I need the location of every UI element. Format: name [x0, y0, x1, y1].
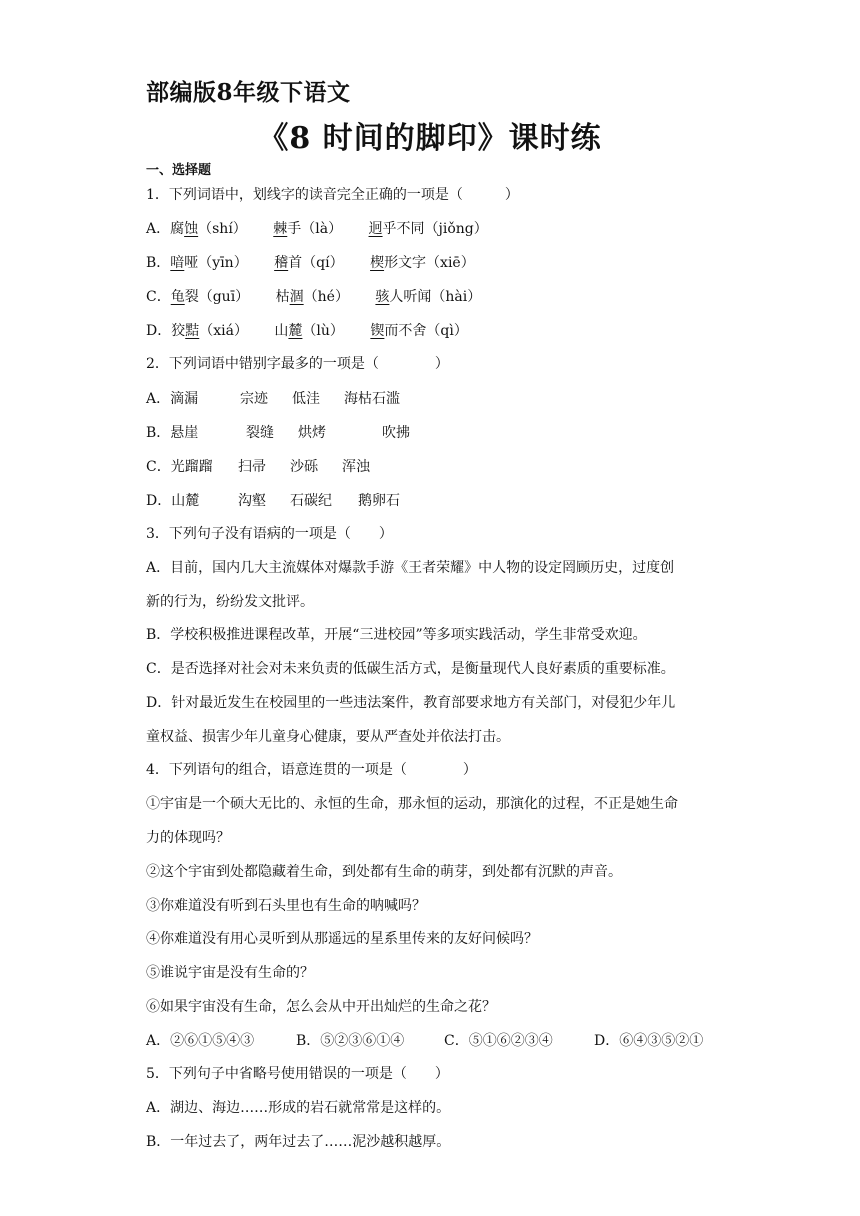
q1-b-t3: 形文字（xiē） — [384, 255, 475, 271]
q1-b-u2: 稽 — [274, 255, 289, 271]
q1-d-u1: 黠 — [185, 323, 200, 339]
q2-d-w1: 沟壑 — [238, 493, 266, 509]
q3-stem: 3．下列句子没有语病的一项是（ ） — [146, 526, 393, 542]
q2-d-w3: 鹅卵石 — [358, 493, 400, 509]
q1-c-u1: 龟 — [170, 289, 185, 305]
q1-option-a — [146, 219, 488, 239]
q2-b-w1: 裂缝 — [246, 425, 274, 441]
q1-b-prefix: B． — [146, 255, 171, 271]
q1-a-t1: （shí） — [198, 221, 247, 237]
q5-stem: 5．下列句子中省略号使用错误的一项是（ ） — [146, 1066, 449, 1082]
q4-sentence-3: ③你难道没有听到石头里也有生命的呐喊吗？ — [146, 898, 426, 914]
q4-sentence-4: ④你难道没有用心灵听到从那遥远的星系里传来的友好问候吗？ — [146, 931, 538, 947]
q1-c-t1: 裂（guī） — [184, 289, 250, 305]
q4-option-b: B．⑤②③⑥①④ — [296, 1033, 405, 1049]
q4-stem: 4．下列语句的组合，语意连贯的一项是（ ） — [146, 762, 477, 778]
q2-b-w3: 吹拂 — [382, 425, 410, 441]
q1-d-b2: 山 — [274, 323, 289, 339]
q4-sentence-6: ⑥如果宇宙没有生命，怎么会从中开出灿烂的生命之花？ — [146, 999, 496, 1015]
q3-option-c: C．是否选择对社会对未来负责的低碳生活方式，是衡量现代人良好素质的重要标准。 — [146, 661, 675, 677]
q4-sentence-5: ⑤谁说宇宙是没有生命的？ — [146, 965, 314, 981]
q2-option-c — [146, 457, 370, 477]
q5-option-b: B．一年过去了，两年过去了……泥沙越积越厚。 — [146, 1134, 451, 1150]
q2-a-w2: 低洼 — [292, 391, 320, 407]
q1-a-u1: 蚀 — [184, 221, 199, 237]
q1-a-u2: 棘 — [273, 221, 288, 237]
q4-option-a: A．②⑥①⑤④③ — [146, 1033, 255, 1049]
q1-b-t2: 首（qí） — [288, 255, 344, 271]
q1-a-t3: 乎不同（jiǒng） — [382, 221, 488, 237]
q1-b-t1: 哑（yīn） — [184, 255, 248, 271]
q1-c-prefix: C． — [146, 289, 171, 305]
q2-a-w1: 宗迹 — [240, 391, 268, 407]
q2-c-w3: 浑浊 — [342, 459, 370, 475]
book-heading: 部编版8年级下语文 — [146, 79, 351, 106]
q2-d-w0: D．山麓 — [146, 493, 200, 509]
q1-d-t2: （lù） — [302, 323, 344, 339]
q2-b-w0: B．悬崖 — [146, 425, 199, 441]
q3-option-a-line1: A．目前，国内几大主流媒体对爆款手游《王者荣耀》中人物的设定罔顾历史，过度创 — [146, 560, 675, 576]
q3-option-a-line2: 新的行为，纷纷发文批评。 — [146, 594, 314, 610]
q1-a-u3: 迥 — [368, 221, 383, 237]
q1-a-prefix: A．腐 — [146, 221, 185, 237]
q4-sentence-1-line1: ①宇宙是一个硕大无比的、永恒的生命，那永恒的运动，那演化的过程，不正是她生命 — [146, 796, 678, 812]
q2-c-w0: C．光蹓蹓 — [146, 459, 213, 475]
q2-option-d — [146, 491, 400, 511]
q4-sentence-1-line2: 力的体现吗？ — [146, 830, 230, 846]
q2-c-w1: 扫帚 — [238, 459, 266, 475]
q2-a-w0: A．滴漏 — [146, 391, 199, 407]
q2-option-a — [146, 389, 400, 409]
q2-b-w2: 烘烤 — [298, 425, 326, 441]
q1-option-c — [146, 287, 481, 307]
q3-option-d-line1: D．针对最近发生在校园里的一些违法案件，教育部要求地方有关部门，对侵犯少年儿 — [146, 695, 676, 711]
q1-option-b — [146, 253, 475, 273]
q1-option-d — [146, 321, 468, 341]
q5-option-a: A．湖边、海边……形成的岩石就常常是这样的。 — [146, 1100, 451, 1116]
q1-d-u2: 麓 — [288, 323, 303, 339]
q1-c-t3: 人听闻（hài） — [389, 289, 482, 305]
q1-c-b2: 枯 — [275, 289, 290, 305]
q1-c-u3: 骇 — [375, 289, 390, 305]
q1-stem: 1．下列词语中，划线字的读音完全正确的一项是（ ） — [146, 187, 519, 203]
q4-sentence-2: ②这个宇宙到处都隐藏着生命，到处都有生命的萌芽，到处都有沉默的声音。 — [146, 864, 622, 880]
q3-option-b: B．学校积极推进课程改革，开展“三进校园”等多项实践活动，学生非常受欢迎。 — [146, 627, 647, 643]
q1-c-t2: （hé） — [303, 289, 349, 305]
q2-option-b — [146, 423, 410, 443]
section-heading: 一、选择题 — [146, 163, 212, 178]
q1-a-t2: 手（là） — [287, 221, 343, 237]
q4-options — [146, 1031, 703, 1051]
q1-c-u2: 涸 — [289, 289, 304, 305]
q2-d-w2: 石碳纪 — [290, 493, 332, 509]
q2-stem: 2．下列词语中错别字最多的一项是（ ） — [146, 356, 449, 372]
q4-option-d: D．⑥④③⑤②① — [594, 1033, 704, 1049]
q1-d-t3: 而不舍（qì） — [384, 323, 468, 339]
q1-d-t1: （xiá） — [199, 323, 248, 339]
q4-option-c: C．⑤①⑥②③④ — [444, 1033, 553, 1049]
q3-option-d-line2: 童权益、损害少年儿童身心健康，要从严查处并依法打击。 — [146, 729, 510, 745]
q2-c-w2: 沙砾 — [290, 459, 318, 475]
lesson-title: 《8 时间的脚印》课时练 — [258, 121, 602, 156]
q1-b-u3: 楔 — [370, 255, 385, 271]
q1-b-u1: 喑 — [170, 255, 185, 271]
q2-a-w3: 海枯石滥 — [344, 391, 400, 407]
q1-d-u3: 锲 — [370, 323, 385, 339]
q1-d-prefix: D．狡 — [146, 323, 186, 339]
